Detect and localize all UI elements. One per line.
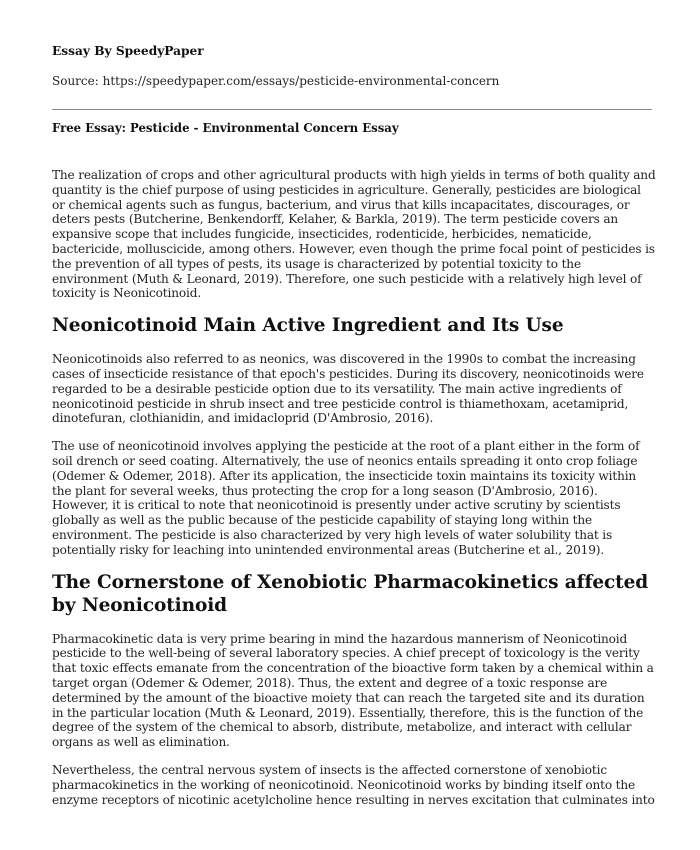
essay-title: Free Essay: Pesticide - Environmental Concern Essay [52, 121, 399, 135]
section1-paragraph-1: Neonicotinoids also referred to as neonics, was discovered in the 1990s to combat the increasing cases of insecticide resistance of that epoch's pesticides. During its discovery, neonicotinoids were regarded to be a desirable pesticide option due to its versatility. The main active ingredients of neonicotinoid pesticide in shrub insect and tree pesticide control is thiamethoxam, acetamiprid, dinotefuran, clothianidin, and imidacloprid (D'Ambrosio, 2016). [52, 352, 644, 426]
source-line: Source: https://speedypaper.com/essays/pesticide-environmental-concern [52, 74, 500, 88]
section-heading-xenobiotic-pharmacokinetics: The Cornerstone of Xenobiotic Pharmacokinetics affected by Neonicotinoid [52, 571, 649, 616]
header-divider [52, 109, 652, 110]
section1-paragraph-2: The use of neonicotinoid involves applying the pesticide at the root of a plant either in the form of soil drench or seed coating. Alternatively, the use of neonics entails spreading it onto crop foliage (Odemer & Odemer, 2018). After its application, the insecticide toxin maintains its toxicity within the plant for several weeks, thus protecting the crop for a long season (D'Ambrosio, 2016). However, it is critical to note that neonicotinoid is presently under active scrutiny by scientists globally as well as the public because of the pesticide capability of staying long within the environment. The pesticide is also characterized by very high levels of water solubility that is potentially risky for leaching into unintended environmental areas (Butcherine et al., 2019). [52, 439, 640, 557]
section2-paragraph-2: Nevertheless, the central nervous system of insects is the affected cornerstone of xenobiotic pharmacokinetics in the working of neonicotinoid. Neonicotinoid works by binding itself onto the enzyme receptors of nicotinic acetylcholine hence resulting in nerves excitation that culminates into [52, 762, 655, 807]
intro-paragraph: The realization of crops and other agricultural products with high yields in terms of both quality and quantity is the chief purpose of using pesticides in agriculture. Generally, pesticides are biological or chemical agents such as fungus, bacterium, and virus that kills incapacitates, discourages, or deters pests (Butcherine, Benkendorff, Kelaher, & Barkla, 2019). The term pesticide covers an expansive scope that includes fungicide, insecticides, rodenticide, herbicides, nematicide, bactericide, molluscicide, among others. However, even though the prime focal point of pesticides is the prevention of all types of pests, its usage is characterized by potential toxicity to the environment (Muth & Leonard, 2019). Therefore, one such pesticide with a relatively high level of toxicity is Neonicotinoid. [52, 168, 656, 301]
section2-paragraph-1: Pharmacokinetic data is very prime bearing in mind the hazardous mannerism of Neonicotinoid pesticide to the well-being of several laboratory species. A chief precept of toxicology is the verity that toxic effects emanate from the concentration of the bioactive form taken by a chemical within a target organ (Odemer & Odemer, 2018). Thus, the extent and degree of a toxic response are determined by the amount of the bioactive moiety that can reach the targeted site and its duration in the particular location (Muth & Leonard, 2019). Essentially, therefore, this is the function of the degree of the system of the chemical to absorb, distribute, metabolize, and interact with cellular organs as well as elimination. [52, 631, 654, 750]
section-heading-neonicotinoid-ingredient: Neonicotinoid Main Active Ingredient and Its Use [52, 315, 564, 337]
essay-body [52, 168, 656, 820]
brand-title: Essay By SpeedyPaper [52, 44, 204, 58]
